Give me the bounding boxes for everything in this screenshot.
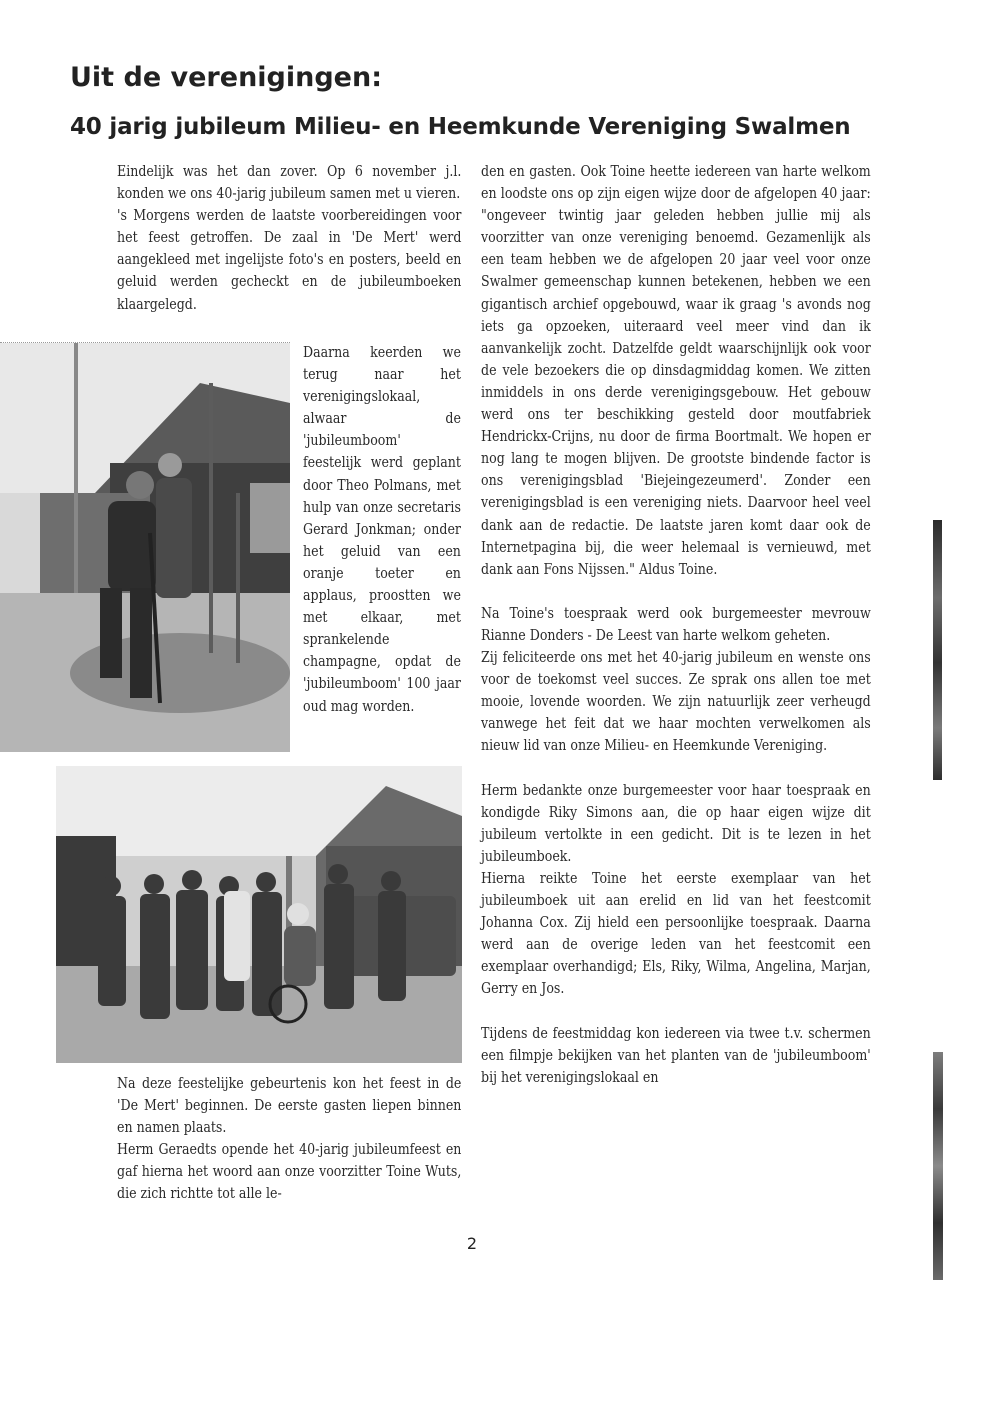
tree-planting-photo (0, 342, 290, 752)
section-title: Uit de verenigingen: (70, 62, 383, 93)
paragraph: Daarna keerden we terug naar het verenigingslokaal, alwaar de 'jubileumboom' feestelijk werd geplant door Theo Polmans, met hulp van onze secretaris Gerard Jonkman; onder het geluid van een oranje toeter en applaus, proostten we met elkaar, met sprankelende champagne, opdat de 'jubileumboom' 100 jaar oud mag worden. (303, 343, 461, 715)
scan-edge-strip (933, 1052, 943, 1280)
paragraph: Herm Geraedts opende het 40-jarig jubileumfeest en gaf hierna het woord aan onze voorzitter Toine Wuts, die zich richtte tot alle le- (117, 1140, 462, 1203)
paragraph: Herm bedankte onze burgemeester voor haar toespraak en kondigde Riky Simons aan, die op haar eigen wijze dit jubileum vertolkte in een gedicht. Dit is te lezen in het jubileumboek. (481, 780, 871, 865)
paragraph: Eindelijk was het dan zover. Op 6 november j.l. konden we ons 40-jarig jubileum samen met u vieren. (117, 162, 462, 203)
beside-photo-text (303, 341, 461, 717)
paragraph: Hierna reikte Toine het eerste exemplaar van het jubileumboek uit aan erelid en lid van het feestcomit Johanna Cox. Zij hield een persoonlijke toespraak. Daarna werd aan de overige leden van het feestcomit een exemplaar overhandigd; Els, Riky, Wilma, Angelina, Marjan, Gerry en Jos. (481, 869, 871, 998)
right-column (481, 160, 871, 1088)
article-title: 40 jarig jubileum Milieu- en Heemkunde Vereniging Swalmen (70, 114, 851, 140)
paragraph: Na deze feestelijke gebeurtenis kon het feest in de 'De Mert' beginnen. De eerste gasten liepen binnen en namen plaats. (117, 1074, 462, 1137)
left-column-bottom (117, 1072, 461, 1205)
left-column-intro (117, 160, 461, 315)
scan-edge-strip (933, 520, 942, 780)
paragraph: Zij feliciteerde ons met het 40-jarig jubileum en wenste ons voor de toekomst veel succes. Ze sprak ons allen toe met mooie, lovende woorden. We zijn natuurlijk zeer verheugd vanwege het feit dat we haar mochten verwelkomen als nieuw lid van onze Milieu- en Heemkunde Vereniging. (481, 648, 871, 755)
page-number: 2 (466, 1234, 478, 1253)
paragraph: 's Morgens werden de laatste voorbereidingen voor het feest getroffen. De zaal in 'De Mert' werd aangekleed met ingelijste foto's en posters, beeld en geluid werden gecheckt en de jubileumboeken klaargelegd. (117, 206, 462, 313)
paragraph: Tijdens de feestmiddag kon iedereen via twee t.v. schermen een filmpje bekijken van het planten van de 'jubileumboom' bij het verenigingslokaal en (481, 1023, 871, 1086)
guests-photo (56, 766, 462, 1063)
paragraph: den en gasten. Ook Toine heette iedereen van harte welkom en loodste ons op zijn eigen wijze door de afgelopen 40 jaar: "ongeveer twintig jaar geleden hebben jullie mij als voorzitter van onze vereniging benoemd. Gezamenlijk als een team hebben we de afgelopen 20 jaar veel voor onze Swalmer gemeenschap kunnen betekenen, hebben we een gigantisch archief opgebouwd, waar ik graag 's avonds nog iets ga opzoeken, uiteraard veel meer vind dan ik aanvankelijk zocht. Datzelfde geldt waarschijnlijk ook voor de vele bezoekers die op dinsdagmiddag komen. We zitten inmiddels in ons derde verenigingsgebouw. Het gebouw werd ons ter beschikking gesteld door moutfabriek Hendrickx-Crijns, nu door de firma Boortmalt. We hopen er nog lang te mogen blijven. De grootste bindende factor is ons verenigingsblad 'Biejeingezeumerd'. Zonder een verenigingsblad is een vereniging niets. Daarvoor heel veel dank aan de redactie. De laatste jaren komt daar ook de Internetpagina bij, die weer helemaal is vernieuwd, met dank aan Fons Nijssen." Aldus Toine. (481, 162, 871, 578)
paragraph: Na Toine's toespraak werd ook burgemeester mevrouw Rianne Donders - De Leest van harte welkom geheten. (481, 603, 871, 644)
